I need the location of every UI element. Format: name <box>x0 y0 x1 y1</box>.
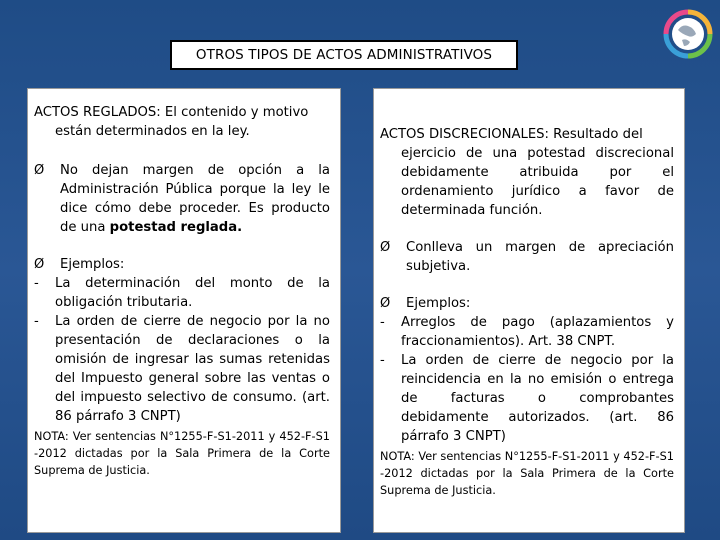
list-item <box>380 313 674 351</box>
reglados-heading-rest-1: El contenido y motivo <box>160 105 309 120</box>
dash-marker: - <box>380 315 385 330</box>
list-item <box>34 312 330 426</box>
reglados-example-2: La orden de cierre de negocio por la no presentación de declaraciones o la omisión de ingresar las sumas retenidas del Impuesto general sobre las ventas o del impuesto selectivo de consumo. (art. 86 párrafo 3 CNPT) <box>55 314 330 424</box>
reglados-heading-label: ACTOS REGLADOS: <box>34 105 161 120</box>
discrecionales-heading-rest-2: ejercicio de una potestad discrecional debidamente atribuida por el ordenamiento jurídico a favor de determinada función. <box>401 146 674 218</box>
discrecionales-example-1: Arreglos de pago (aplazamientos y fraccionamientos). Art. 38 CNPT. <box>401 315 674 349</box>
reglados-note: NOTA: Ver sentencias N°1255-F-S1-2011 y 452-F-S1 -2012 dictadas por la Sala Primera de la Corte Suprema de Justicia. <box>34 430 330 477</box>
discrecionales-examples-label: Ejemplos: <box>406 296 471 311</box>
reglados-bullet-1 <box>34 161 330 237</box>
actos-discrecionales-panel <box>373 88 685 533</box>
discrecionales-heading-label: ACTOS DISCRECIONALES: <box>380 127 549 142</box>
reglados-heading <box>34 103 330 122</box>
discrecionales-bullet-1 <box>380 238 674 276</box>
dash-marker: - <box>34 314 39 329</box>
actos-reglados-panel <box>27 88 341 533</box>
dash-marker: - <box>380 353 385 368</box>
reglados-example-1: La determinación del monto de la obligación tributaria. <box>55 276 330 310</box>
discrecionales-note: NOTA: Ver sentencias N°1255-F-S1-2011 y 452-F-S1 -2012 dictadas por la Sala Primera de la Corte Suprema de Justicia. <box>380 450 674 497</box>
reglados-examples <box>34 255 330 274</box>
dash-marker: - <box>34 276 39 291</box>
arrow-bullet-icon: Ø <box>380 240 391 255</box>
list-item <box>34 274 330 312</box>
arrow-bullet-icon: Ø <box>34 163 45 178</box>
arrow-bullet-icon: Ø <box>34 257 45 272</box>
discrecionales-heading <box>380 125 674 144</box>
discrecionales-examples <box>380 294 674 313</box>
discrecionales-heading-rest-1: Resultado del <box>548 127 643 142</box>
arrow-bullet-icon: Ø <box>380 296 391 311</box>
discrecionales-example-2: La orden de cierre de negocio por la reincidencia en la no emisión o entrega de facturas o comprobantes debidamente autorizados. (art. 86 párrafo 3 CNPT) <box>401 353 674 444</box>
reglados-bullet-1-text: No dejan margen de opción a la Administración Pública porque la ley le dice cómo debe proceder. Es producto de una <box>60 163 330 235</box>
page-title: OTROS TIPOS DE ACTOS ADMINISTRATIVOS <box>170 40 518 70</box>
list-item <box>380 351 674 446</box>
reglados-heading-rest-2: están determinados en la ley. <box>55 124 250 139</box>
reglados-bullet-1-bold: potestad reglada. <box>109 220 243 235</box>
globe-logo-icon <box>660 4 716 64</box>
reglados-examples-label: Ejemplos: <box>60 257 125 272</box>
discrecionales-bullet-1-text: Conlleva un margen de apreciación subjetiva. <box>406 240 674 274</box>
